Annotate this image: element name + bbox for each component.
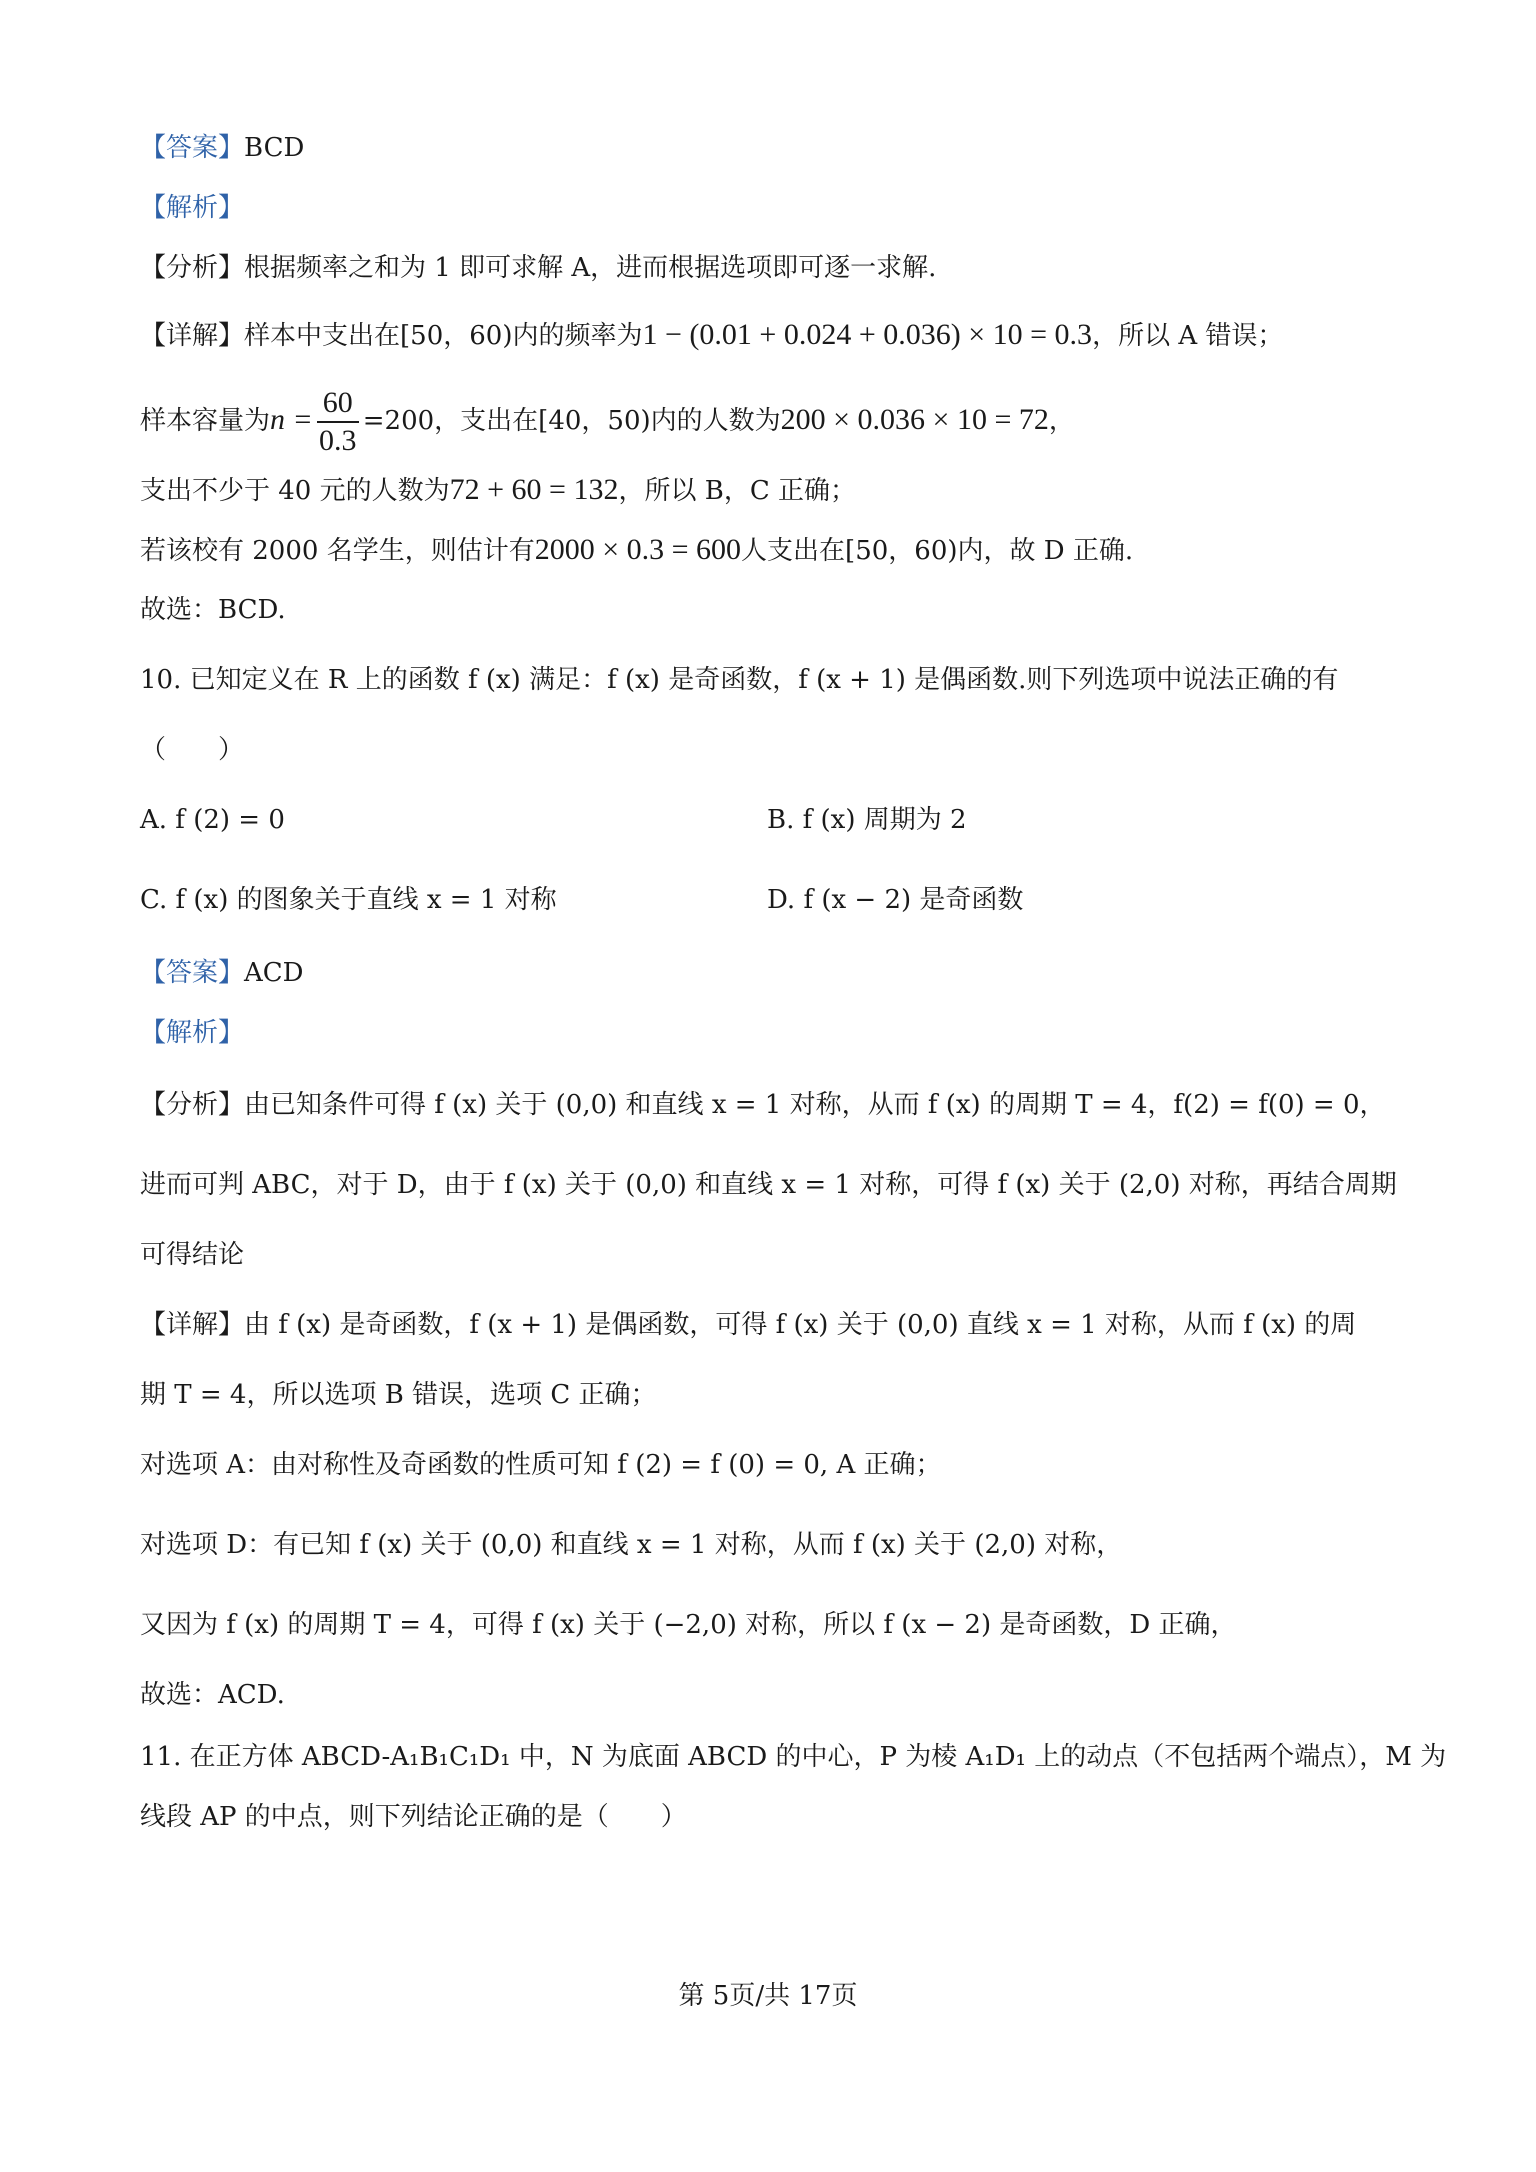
- q9-xiangjie-line-2: [140, 380, 1075, 461]
- xj-text: 由 f (x) 是奇函数，f (x + 1) 是偶函数，可得 f (x) 关于 (0,0) 直线 x = 1 对称，从而 f (x) 的周: [244, 1310, 1357, 1340]
- fenxi-text: 可得结论: [140, 1240, 245, 1270]
- option-a-text: A. f (2) = 0: [140, 805, 285, 835]
- fenxi-tag: 【分析】: [140, 253, 245, 283]
- analysis-tag: 【解析】: [140, 193, 245, 223]
- fenxi-tag: 【分析】: [140, 1090, 245, 1120]
- fraction-numerator: 60: [317, 385, 359, 423]
- xj-text: 支出不少于 40 元的人数为: [140, 476, 450, 506]
- answer-value: BCD: [244, 133, 305, 163]
- fraction: [317, 385, 359, 459]
- xj-tail: ，所以 A 错误；: [1092, 321, 1284, 351]
- q9-choose-line: [140, 590, 286, 630]
- q9-xiangjie-line-3: [140, 470, 856, 511]
- q11-stem: 线段 AP 的中点，则下列结论正确的是（ ）: [140, 1802, 687, 1832]
- q10-analysis-line: [140, 1013, 244, 1053]
- fraction-denominator: 0.3: [319, 424, 357, 457]
- xiangjie-tag: 【详解】: [140, 1310, 245, 1340]
- xj-math: 2000 × 0.3 = 600: [534, 533, 742, 566]
- xj-text: 样本容量为: [140, 406, 271, 436]
- analysis-tag: 【解析】: [140, 1018, 245, 1048]
- q10-stem: 10. 已知定义在 R 上的函数 f (x) 满足：f (x) 是奇函数，f (x + 1) 是偶函数.则下列选项中说法正确的有: [140, 665, 1339, 695]
- choose-text: 故选：BCD.: [140, 595, 286, 625]
- q10-fenxi-line-1: [140, 1085, 1386, 1125]
- q10-stem-line-1: [140, 660, 1338, 700]
- page-number-footer: 第 5页/共 17页: [678, 1981, 858, 2011]
- option-b-text: B. f (x) 周期为 2: [767, 805, 967, 835]
- answer-tag: 【答案】: [140, 958, 245, 988]
- fenxi-text: 由已知条件可得 f (x) 关于 (0,0) 和直线 x = 1 对称，从而 f (x) 的周期 T = 4，f(2) = f(0) = 0，: [244, 1090, 1386, 1120]
- fenxi-text: 根据频率之和为 1 即可求解 A，进而根据选项即可逐一求解.: [244, 253, 937, 283]
- q10-answer-line: [140, 953, 304, 993]
- option-d-text: D. f (x − 2) 是奇函数: [767, 885, 1024, 915]
- q10-xiangjie-line-4: [140, 1525, 1122, 1565]
- q10-stem-line-2: [140, 730, 244, 770]
- answer-tag: 【答案】: [140, 133, 245, 163]
- q10-fenxi-line-3: [140, 1235, 244, 1275]
- xj-text: 样本中支出在[50，60)内的频率为: [244, 321, 643, 351]
- q10-xiangjie-line-2: [140, 1375, 657, 1415]
- q9-xiangjie-line-1: [140, 315, 1283, 356]
- xj-text: 对选项 D：有已知 f (x) 关于 (0,0) 和直线 x = 1 对称，从而 f (x) 关于 (2,0) 对称，: [140, 1530, 1123, 1560]
- q9-analysis-line: [140, 188, 244, 228]
- q11-stem-line-2: [140, 1797, 687, 1837]
- q9-xiangjie-line-4: [140, 530, 1133, 571]
- q10-option-a: [140, 800, 285, 840]
- xj-math: 200 × 0.036 × 10 = 72: [780, 403, 1049, 436]
- xj-tail: 人支出在[50，60)内，故 D 正确.: [741, 536, 1134, 566]
- xj-tail: ，所以 B，C 正确；: [618, 476, 856, 506]
- choose-text: 故选：ACD.: [140, 1680, 285, 1710]
- q11-stem-line-1: [140, 1737, 1446, 1777]
- xj-text: 期 T = 4，所以选项 B 错误，选项 C 正确；: [140, 1380, 657, 1410]
- q10-option-c: [140, 880, 557, 920]
- q10-xiangjie-line-3: [140, 1445, 941, 1485]
- fenxi-text: 进而可判 ABC，对于 D，由于 f (x) 关于 (0,0) 和直线 x = 1 对称，可得 f (x) 关于 (2,0) 对称，再结合周期: [140, 1170, 1397, 1200]
- q10-option-b: [767, 800, 967, 840]
- xj-tail: ，: [1048, 406, 1075, 436]
- xj-math: 72 + 60 = 132: [449, 473, 619, 506]
- q10-option-d: [767, 880, 1023, 920]
- q9-fenxi-line: [140, 248, 936, 288]
- xj-text: =200，支出在[40，50)内的人数为: [362, 406, 781, 436]
- q10-xiangjie-line-5: [140, 1605, 1236, 1645]
- xj-math: 1 − (0.01 + 0.024 + 0.036) × 10 = 0.3: [642, 318, 1093, 351]
- q11-stem: 11. 在正方体 ABCD-A₁B₁C₁D₁ 中，N 为底面 ABCD 的中心，P 为棱 A₁D₁ 上的动点（不包括两个端点），M 为: [140, 1742, 1447, 1772]
- option-c-text: C. f (x) 的图象关于直线 x = 1 对称: [140, 885, 557, 915]
- xj-n: n =: [270, 403, 313, 436]
- xj-text: 若该校有 2000 名学生，则估计有: [140, 536, 535, 566]
- answer-value: ACD: [244, 958, 304, 988]
- q10-bracket: （ ）: [140, 735, 245, 765]
- q10-xiangjie-line-1: [140, 1305, 1356, 1345]
- xj-text: 对选项 A：由对称性及奇函数的性质可知 f (2) = f (0) = 0, A 正确；: [140, 1450, 942, 1480]
- xj-text: 又因为 f (x) 的周期 T = 4，可得 f (x) 关于 (−2,0) 对称，所以 f (x − 2) 是奇函数，D 正确，: [140, 1610, 1237, 1640]
- q10-choose-line: [140, 1675, 285, 1715]
- q10-fenxi-line-2: [140, 1165, 1397, 1205]
- xiangjie-tag: 【详解】: [140, 321, 245, 351]
- q9-answer-line: [140, 128, 304, 168]
